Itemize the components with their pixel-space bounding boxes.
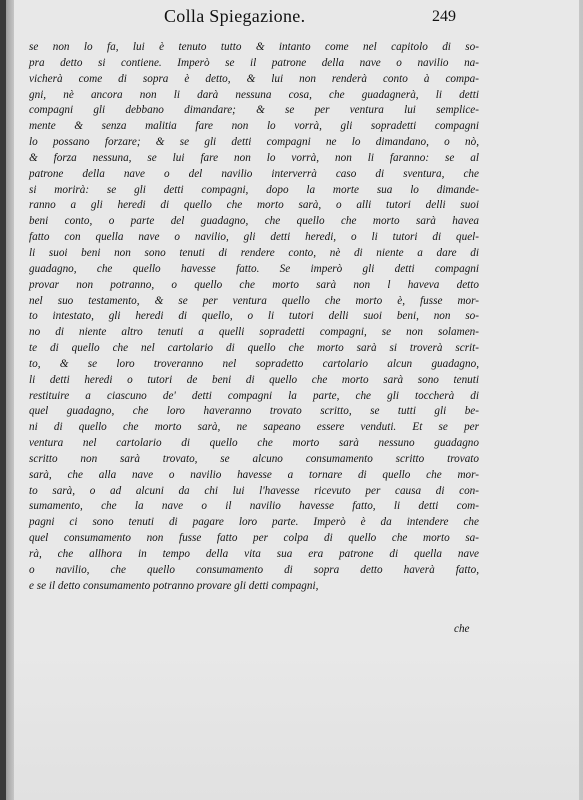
- page-number: 249: [432, 8, 456, 25]
- text-line: li suoi beni non sono tenuti di rendere conto, nè di niente a dare di: [29, 246, 479, 259]
- text-line: restituire a ciascuno de' detti compagni la parte, che gli toccherà di: [29, 389, 479, 402]
- text-line: sarà, che alla nave o navilio havesse a tornare di quello che mor-: [29, 468, 479, 481]
- text-line: quel guadagno, che loro haveranno trovato scritto, se tutti gli be-: [29, 405, 479, 418]
- page-header: [14, 6, 579, 34]
- text-line: rà, che allhora in tempo della vita sua era patrone di quella nave: [29, 548, 479, 560]
- text-line: gni, nè ancora non li darà nessuna cosa, che guadagnerà, li detti: [29, 88, 479, 101]
- text-line: si morirà: se gli detti compagni, dopo la morte sua lo dimande-: [29, 183, 479, 196]
- text-line: fatto con quella nave o navilio, gli detti heredi, o li tutori di quel-: [29, 231, 479, 244]
- body-text: [29, 40, 479, 595]
- text-line: vicherà come di sopra è detto, & lui non renderà conto à compa-: [29, 72, 479, 85]
- running-head: Colla Spiegazione.: [164, 6, 306, 26]
- text-line: nel suo testamento, & se per ventura quello che morto è, fusse mor-: [29, 294, 479, 307]
- text-line: & forza nessuna, se lui fare non lo vorrà, non li faranno: se al: [29, 151, 479, 164]
- text-line: to intestato, gli heredi di quello, o li tutori delli suoi beni, non so-: [29, 310, 479, 323]
- text-line: to, & se loro troveranno nel sopradetto cartolario alcun guadagno,: [29, 357, 479, 370]
- text-line: provar non potranno, o quello che morto sarà non l haveva detto: [29, 278, 479, 291]
- text-line: ranno a gli heredi di quello che morto sarà, o alli tutori delli suoi: [29, 199, 479, 212]
- text-line: sumamento, che la nave o il navilio havesse fatto, li detti com-: [29, 500, 479, 513]
- text-line: e se il detto consumamento potranno provare gli detti compagni,: [29, 579, 319, 592]
- text-line: pra detto si contiene. Imperò se il patrone della nave o navilio na-: [29, 56, 479, 69]
- text-line: guadagno, che quello havesse fatto. Se imperò gli detti compagni: [29, 262, 479, 275]
- text-line: scritto non sarà trovato, se alcuno consumamento scritto trovato: [29, 452, 479, 465]
- text-line: no di niente altro tenuti a quelli sopradetti compagni, se non solamen-: [29, 326, 479, 339]
- text-line: ni di quello che morto sarà, ne sapeano essere venduti. Et se per: [29, 421, 479, 434]
- text-line: compagni gli debbano dimandare; & se per ventura lui semplice-: [29, 104, 479, 117]
- book-binding-edge: [0, 0, 6, 800]
- text-line: o navilio, che quello consumamento di sopra detto haverà fatto,: [29, 563, 479, 576]
- text-line: quel consumamento non fusse fatto per colpa di quello che morto sa-: [29, 532, 479, 545]
- text-line: beni conto, o parte del guadagno, che quello che morto sarà havea: [29, 215, 479, 228]
- book-page: [14, 0, 579, 800]
- text-line: te di quello che nel cartolario di quello che morto sarà si troverà scrit-: [29, 342, 479, 355]
- catchword: che: [454, 623, 470, 635]
- text-line: ventura nel cartolario di quello che morto sarà nessuno guadagno: [29, 437, 479, 450]
- text-line: patrone della nave o del navilio interverrà caso di sventura, che: [29, 167, 479, 180]
- text-line: lo possano forzare; & se gli detti compagni ne lo dimandano, o nò,: [29, 136, 479, 149]
- text-line: to sarà, o ad alcuni da chi lui l'havesse ricevuto per causa di con-: [29, 484, 479, 497]
- page-bottom-margin: [14, 650, 579, 800]
- text-line: se non lo fa, lui è tenuto tutto & intanto come nel capitolo di so-: [29, 41, 479, 53]
- text-line: li detti heredi o tutori de beni di quello che morto sarà sono tenuti: [29, 373, 479, 386]
- text-line: mente & senza malitia fare non lo vorrà, gli sopradetti compagni: [29, 120, 479, 133]
- text-line: pagni ci sono tenuti di pagare loro parte. Imperò è da intendere che: [29, 516, 479, 529]
